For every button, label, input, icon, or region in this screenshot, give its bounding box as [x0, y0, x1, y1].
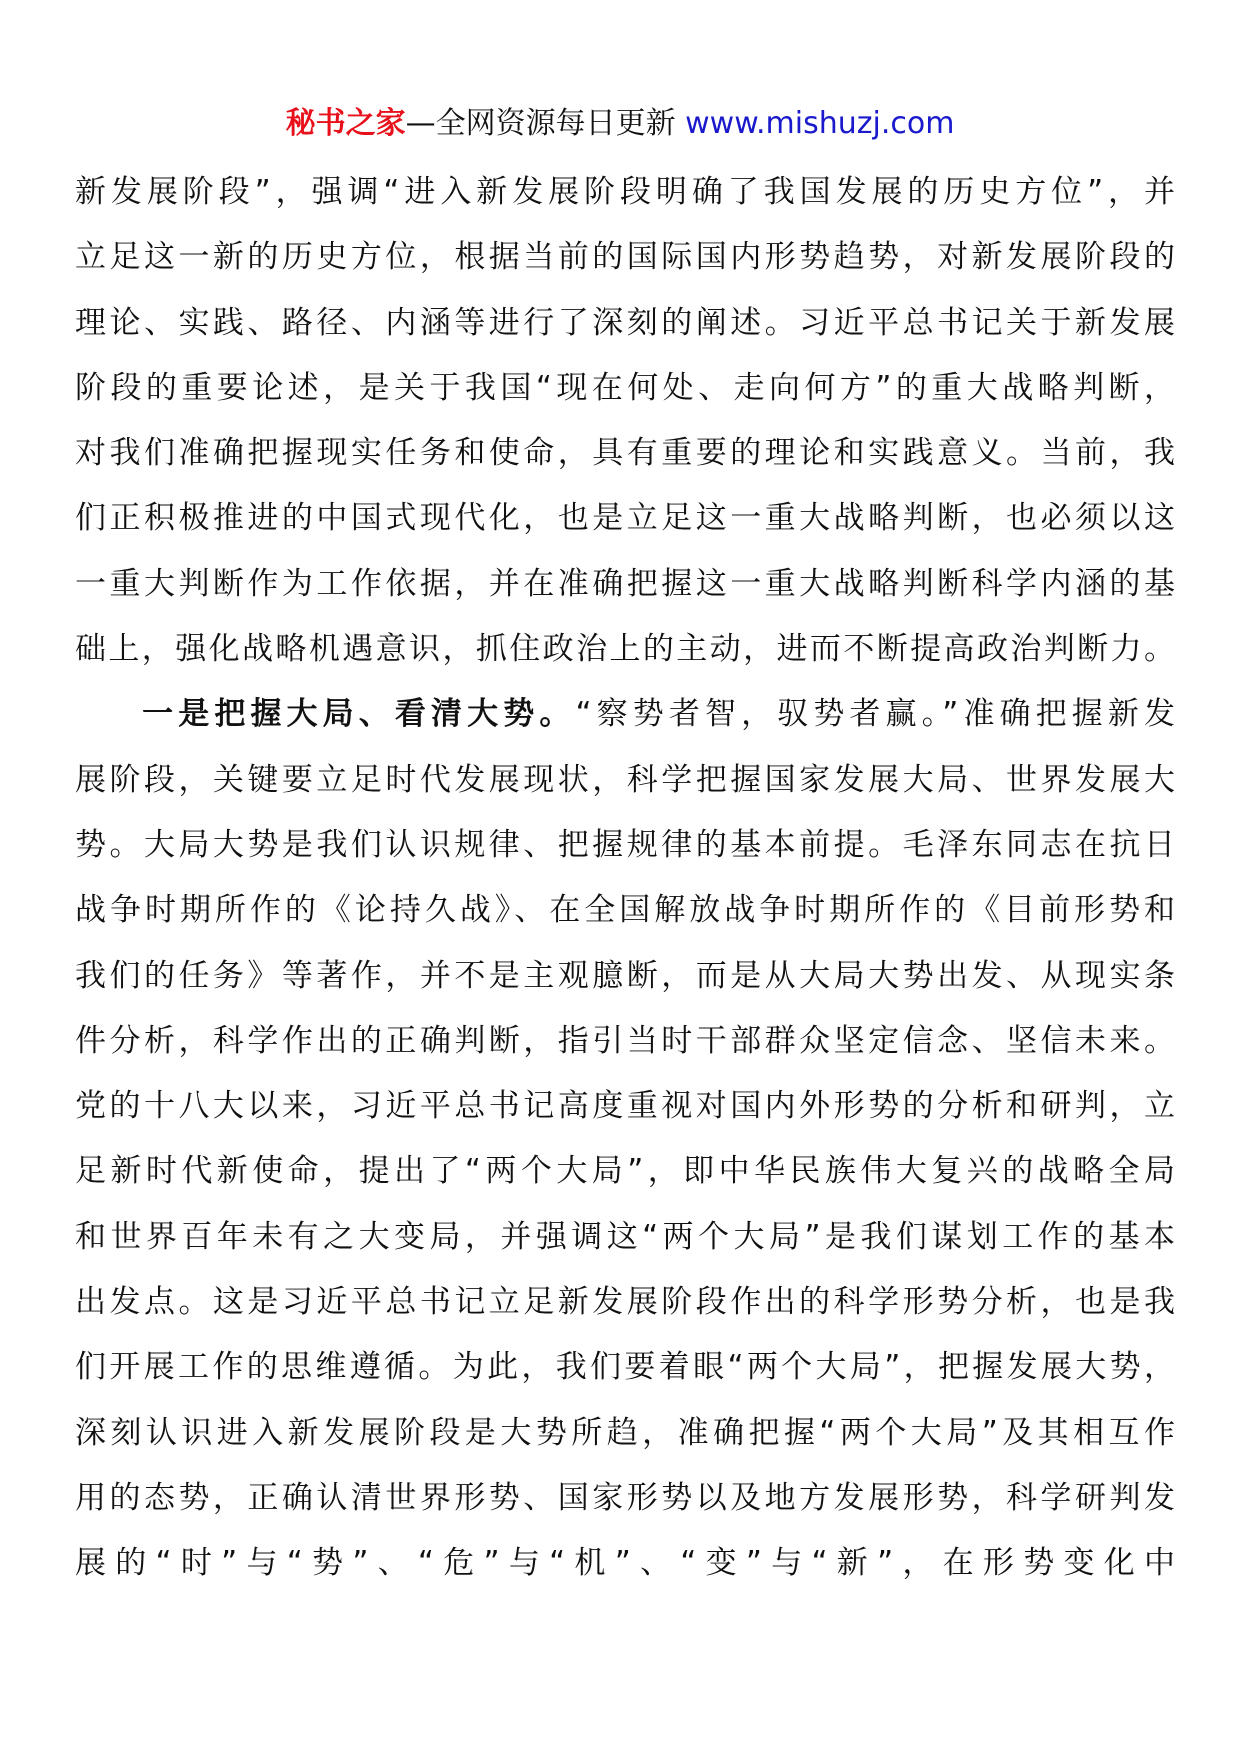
text-line: 件分析，科学作出的正确判断，指引当时干部群众坚定信念、坚信未来。	[75, 1022, 1175, 1059]
section-heading: 一是把握大局、看清大势。	[137, 696, 576, 733]
text-line: 展阶段，关键要立足时代发展现状，科学把握国家发展大局、世界发展大	[75, 761, 1175, 798]
text-line: 用的态势，正确认清世界形势、国家形势以及地方发展形势，科学研判发	[75, 1479, 1175, 1516]
text-line: 出发点。这是习近平总书记立足新发展阶段作出的科学形势分析，也是我	[75, 1284, 1175, 1321]
text-line: 理论、实践、路径、内涵等进行了深刻的阐述。习近平总书记关于新发展	[75, 304, 1175, 341]
text-line: 和世界百年未有之大变局，并强调这“两个大局”是我们谋划工作的基本	[75, 1218, 1175, 1255]
paragraph-1	[75, 160, 1175, 682]
paragraph-first-line	[75, 682, 1175, 747]
paragraph-2	[75, 682, 1175, 1596]
header-tagline: —全网资源每日更新	[405, 106, 686, 141]
text-line: 们开展工作的思维遵循。为此，我们要着眼“两个大局”，把握发展大势，	[75, 1349, 1175, 1386]
text-line: 新发展阶段”，强调“进入新发展阶段明确了我国发展的历史方位”，并	[75, 174, 1175, 210]
text-line: 足新时代新使命，提出了“两个大局”，即中华民族伟大复兴的战略全局	[75, 1153, 1175, 1190]
brand-name: 秘书之家	[285, 106, 406, 141]
text-run: “察势者智，驭势者赢。”准确把握新发	[575, 696, 1175, 733]
website-link[interactable]: www.mishuzj.com	[685, 106, 955, 141]
page-header	[0, 100, 1240, 148]
text-line: 我们的任务》等著作，并不是主观臆断，而是从大局大势出发、从现实条	[75, 957, 1175, 994]
text-line: 势。大局大势是我们认识规律、把握规律的基本前提。毛泽东同志在抗日	[75, 826, 1175, 863]
text-line: 党的十八大以来，习近平总书记高度重视对国内外形势的分析和研判，立	[75, 1088, 1175, 1125]
text-line: 立足这一新的历史方位，根据当前的国际国内形势趋势，对新发展阶段的	[75, 239, 1175, 276]
text-line: 战争时期所作的《论持久战》、在全国解放战争时期所作的《目前形势和	[75, 892, 1175, 929]
text-line: 对我们准确把握现实任务和使命，具有重要的理论和实践意义。当前，我	[75, 435, 1175, 472]
text-line: 一重大判断作为工作依据，并在准确把握这一重大战略判断科学内涵的基	[75, 565, 1175, 602]
text-line: 础上，强化战略机遇意识，抓住政治上的主动，进而不断提高政治判断力。	[75, 631, 1175, 668]
text-line: 展的“时”与“势”、“危”与“机”、“变”与“新”，在形势变化中	[75, 1545, 1175, 1582]
document-body	[75, 160, 1175, 1597]
text-line: 深刻认识进入新发展阶段是大势所趋，准确把握“两个大局”及其相互作	[75, 1414, 1175, 1451]
text-line: 们正积极推进的中国式现代化，也是立足这一重大战略判断，也必须以这	[75, 500, 1175, 537]
text-line: 阶段的重要论述，是关于我国“现在何处、走向何方”的重大战略判断，	[75, 369, 1175, 406]
